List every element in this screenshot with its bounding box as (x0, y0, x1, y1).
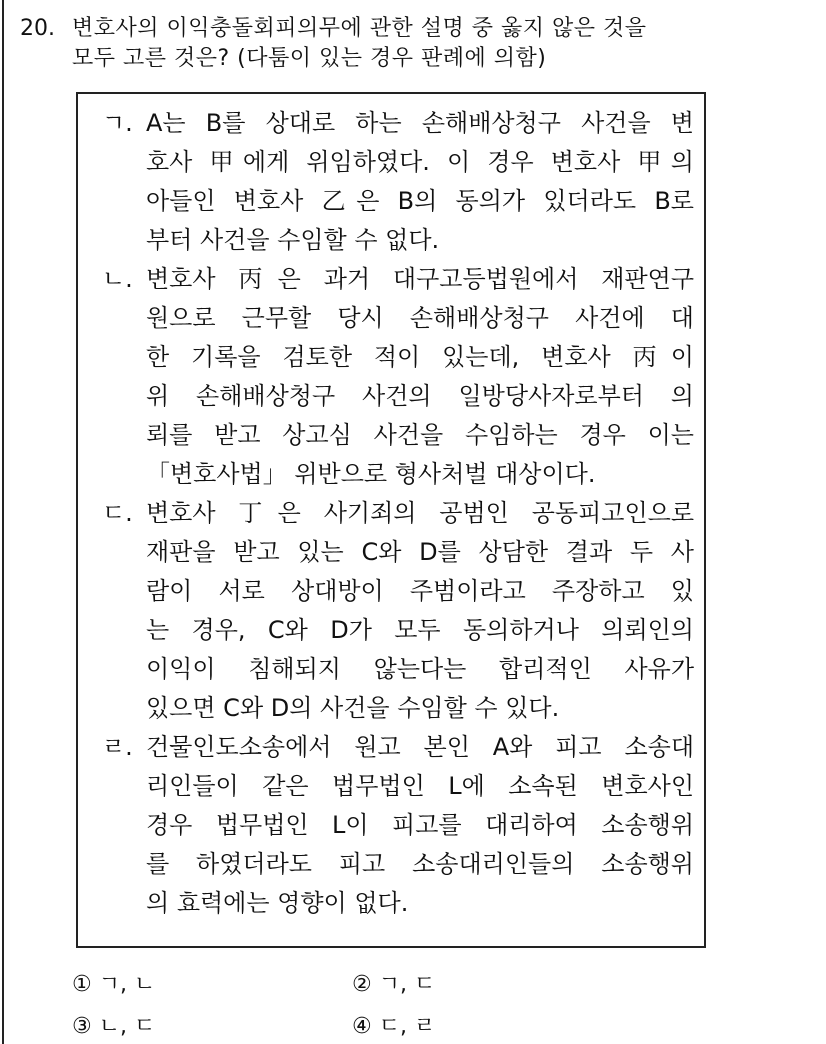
statement-body (146, 494, 694, 728)
statement-line: 호사 甲에게 위임하였다. 이 경우 변호사 甲의 (146, 148, 694, 176)
statement-box (76, 92, 706, 948)
question-stem-line-1: 변호사의 이익충돌회피의무에 관한 설명 중 옳지 않은 것을 (72, 16, 647, 41)
left-margin-rule (2, 0, 4, 1044)
statement-body (146, 728, 694, 923)
answer-choice-4[interactable]: ④ ㄷ, ㄹ (352, 1014, 436, 1039)
statement-label: ㄴ. (102, 265, 133, 293)
answer-choice-1[interactable]: ① ㄱ, ㄴ (72, 972, 156, 997)
statement-line: 한 기록을 검토한 적이 있는데, 변호사 丙이 (146, 343, 694, 371)
statement-line: 「변호사법」 위반으로 형사처벌 대상이다. (146, 460, 596, 488)
statement-line: 위 손해배상청구 사건의 일방당사자로부터 의 (146, 382, 694, 410)
statement-label: ㄱ. (102, 109, 133, 137)
statement-line: 부터 사건을 수임할 수 없다. (146, 226, 440, 254)
statement-line: 재판을 받고 있는 C와 D를 상담한 결과 두 사 (146, 538, 694, 566)
statement-line: A는 B를 상대로 하는 손해배상청구 사건을 변 (146, 109, 694, 137)
statement-line: 경우 법무법인 L이 피고를 대리하여 소송행위 (146, 811, 694, 839)
answer-choice-3[interactable]: ③ ㄴ, ㄷ (72, 1014, 156, 1039)
question-stem-line-2: 모두 고른 것은? (다툼이 있는 경우 판례에 의함) (72, 46, 547, 71)
statement-line: 뢰를 받고 상고심 사건을 수임하는 경우 이는 (146, 421, 694, 449)
question-number: 20. (20, 16, 55, 41)
statement-line: 를 하였더라도 피고 소송대리인들의 소송행위 (146, 850, 694, 878)
statement-line: 람이 서로 상대방이 주범이라고 주장하고 있 (146, 577, 694, 605)
answer-choice-2[interactable]: ② ㄱ, ㄷ (352, 972, 436, 997)
statement-line: 변호사 丙은 과거 대구고등법원에서 재판연구 (146, 265, 694, 293)
statement-line: 는 경우, C와 D가 모두 동의하거나 의뢰인의 (146, 616, 694, 644)
statement-line: 아들인 변호사 乙은 B의 동의가 있더라도 B로 (146, 187, 694, 215)
statement-label: ㄹ. (102, 733, 133, 761)
statement-label: ㄷ. (102, 499, 133, 527)
statement-body (146, 104, 694, 260)
statement-line: 원으로 근무할 당시 손해배상청구 사건에 대 (146, 304, 694, 332)
statement-line: 이익이 침해되지 않는다는 합리적인 사유가 (146, 655, 694, 683)
statement-line: 의 효력에는 영향이 없다. (146, 889, 409, 917)
statement-line: 리인들이 같은 법무법인 L에 소속된 변호사인 (146, 772, 694, 800)
statement-line: 건물인도소송에서 원고 본인 A와 피고 소송대 (146, 733, 694, 761)
statement-line: 있으면 C와 D의 사건을 수임할 수 있다. (146, 694, 560, 722)
statement-body (146, 260, 694, 494)
statement-line: 변호사 丁은 사기죄의 공범인 공동피고인으로 (146, 499, 694, 527)
